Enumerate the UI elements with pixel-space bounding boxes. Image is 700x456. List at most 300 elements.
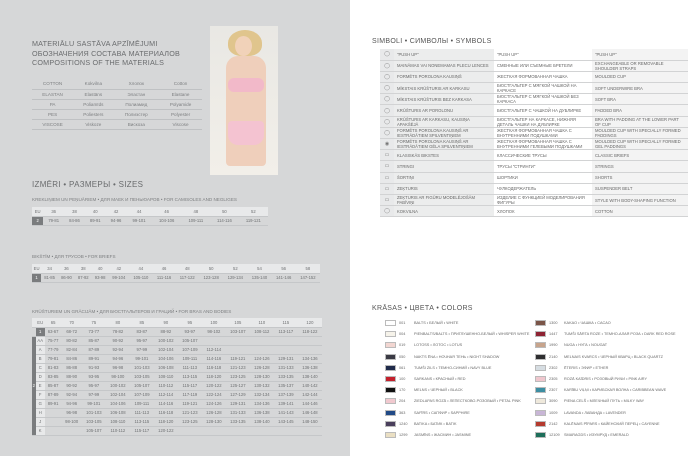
color-code: 2140 [549,354,558,359]
bra-cup-cell: 81-83 [45,363,62,372]
size-cell: 79-81 [43,216,64,225]
bra-cup-cell: 123-125 [226,372,250,381]
color-label: TUMŠI SĀRTA ROZE • ТЕМНО-АЛАЯ РОЗА • DARK RED ROSE [564,332,676,337]
bra-cup-cell: K [36,426,45,435]
materials-cell: Poliesters [73,109,113,119]
color-item [535,430,629,440]
symbol-label-en: SHORTS [592,172,688,183]
size-header-cell: 38 [75,264,92,273]
symbol-icon: ◯ [380,206,394,217]
color-code: 1990 [549,343,558,348]
bra-cup-cell: 92-94 [61,390,81,399]
color-label: BALTS • БЕЛЫЙ • WHITE [414,321,459,325]
bra-cup-cell: 115-117 [130,426,154,435]
bra-band-row [32,327,322,336]
bra-cup-cell: 129-131 [226,399,250,408]
color-code: 1447 [549,332,558,337]
materials-cell: Вискоза [114,119,160,129]
size-cell: 105-110 [129,273,153,282]
size-header-cell: 44 [129,264,153,273]
bra-cup-cell: 124-126 [250,354,274,363]
bra-cup-cell: 91-93 [82,363,106,372]
symbol-label-ru: КЛАССИЧЕСКИЕ ТРУСЫ [494,150,592,161]
bra-cup-cell: 85-87 [82,336,106,345]
symbol-label-ru: СМЕННЫЕ ИЛИ СЪЕМНЫЕ БРЕТЕЛИ [494,60,592,71]
bra-band-cell: 113-117 [274,327,298,336]
bra-header-cell: 115 [274,318,298,327]
bra-cup-cell: 134-136 [298,354,322,363]
symbol-label-lv: ŠORTIŅI [394,172,494,183]
bra-cup-cell: G [36,399,45,408]
symbol-row [380,172,688,183]
bra-cup-cell: 110-112 [106,426,130,435]
color-code: 363 [399,410,406,415]
size-cell: 99-104 [109,273,130,282]
bra-cup-cell: 131-133 [226,408,250,417]
bra-cup-cell: 75-77 [45,336,62,345]
bra-cup-cell: 130-132 [250,381,274,390]
bra-cup-cell: E [36,381,45,390]
size-header-row [32,207,268,216]
bra-cup-cell: 86-88 [61,363,81,372]
bra-cup-cell: 129-131 [274,354,298,363]
symbol-label-ru: "PUSH UP" [494,49,592,60]
symbol-label-lv: KRŪŠTURIS AR POROLONU [394,105,494,116]
symbol-row [380,83,688,94]
symbol-label-en: STRINGS [592,161,688,172]
bra-cup-cell [226,336,250,345]
bra-cup-cell: 111-113 [178,363,202,372]
size-cell: 147-152 [296,273,320,282]
color-code: 1009 [549,410,558,415]
color-label: LAVANDA • ЛАВАНДА • LAVENDER [564,410,626,415]
size-cell: 119-121 [239,216,268,225]
bra-cup-cell: 119-121 [226,354,250,363]
materials-row [32,119,202,129]
color-item [535,318,611,328]
color-item [385,363,491,373]
color-label: LOTOSS • ЛОТОС • LOTUS [414,343,463,348]
color-item [385,374,466,384]
bra-cup-cell: A [36,345,45,354]
color-code: 2307 [549,388,558,393]
color-label: JASMĪNS • ЖАСМИН • JASMINE [414,433,472,437]
bra-cup-cell: 82-84 [61,345,81,354]
size-header-cell: 34 [41,264,58,273]
color-item [535,385,666,395]
bra-cup-cell [61,426,81,435]
materials-cell: Polyester [159,109,202,119]
materials-cell: Эластан [114,89,160,99]
bra-cup-cell: 104-106 [106,399,130,408]
color-item [385,340,462,350]
materials-title-en: COMPOSITIONS OF THE MATERIALS [32,58,165,68]
materials-cell: Viskoze [73,119,113,129]
bra-cup-cell [45,408,62,417]
materials-cell: Kokvilna [73,79,113,89]
symbol-label-lv: FORMĒTS POROLONA KAUSIŅŠ AR IESTRĀDĀTIEM SPILVENTIŅIEM [394,127,494,138]
materials-title-ru: ОБОЗНАЧЕНИЯ СОСТАВА МАТЕРИАЛОВ [32,48,180,58]
bra-cup-cell: 83-85 [45,372,62,381]
color-label: SAFĪRS • САПФИР • SAPPHIRE [414,410,470,415]
bra-cup-cell: 133-135 [226,417,250,426]
color-swatch [385,376,396,382]
negliges-size-table [32,207,268,226]
bra-cup-cell: 115-117 [178,381,202,390]
bra-cup-cell: 87-89 [45,390,62,399]
size-header-cell: EU [32,264,41,273]
color-code: 050 [399,354,406,359]
bra-band-cell: 98-102 [202,327,226,336]
negliges-subtitle: KREKLIŅIEM UN PEŅUĀRIEM • ДЛЯ МАЕК И ПЕНЬЮАРОВ • FOR CAMISOLES AND NEGLIGES [32,197,237,202]
size-header-cell: 40 [85,207,106,216]
sizes-title: IZMĒRI • РАЗМЕРЫ • SIZES [32,180,144,189]
symbol-label-ru: ТРУСЫ "СТРИНГИ" [494,161,592,172]
size-cell: 94-96 [106,216,127,225]
size-header-cell: 56 [272,264,296,273]
bra-cup-cell: 101-103 [82,408,106,417]
symbol-icon: ◯ [380,94,394,105]
materials-cell: PES [32,109,73,119]
symbol-icon: ▭ [380,172,394,183]
bra-cup-cell: B [36,354,45,363]
symbol-row [380,49,688,60]
bra-cup-cell: 113-115 [178,372,202,381]
color-code: 061 [399,365,406,370]
materials-table [32,79,202,130]
color-item [535,352,663,362]
bra-cup-cell: 107-109 [130,390,154,399]
symbol-icon: ◯ [380,105,394,116]
symbol-label-ru: ЧУЛКОДЕРЖАТЕЛЬ [494,183,592,194]
bra-cup-cell: 142-144 [298,390,322,399]
bra-cup-cell: 106-108 [106,408,130,417]
size-header-row [32,264,320,273]
color-item [385,408,470,418]
bra-cup-row [32,372,322,381]
bra-header-row [32,318,322,327]
bra-cup-cell: 100-102 [154,336,178,345]
bra-cup-cell: 106-108 [154,363,178,372]
symbol-row [380,71,688,82]
size-cell: 135-140 [247,273,271,282]
color-label: KALĒNAIS PĪPARS • КАЙЕНСКИЙ ПЕРЕЦ • CAYENNE [564,421,660,426]
symbol-label-lv: MĪKSTAIS KRŪŠTURIS AR KARKASU [394,83,494,94]
color-item [535,419,660,429]
size-header-cell: 48 [182,207,211,216]
size-cell: 109-111 [182,216,211,225]
bra-cup-cell: 100-102 [106,381,130,390]
bra-cup-row [32,408,322,417]
symbol-row [380,161,688,172]
symbol-icon: ▭ [380,150,394,161]
symbol-label-ru: ШОРТИКИ [494,172,592,183]
bra-cup-cell: 148-150 [298,417,322,426]
bra-cup-cell [298,426,322,435]
bra-cup-cell: D [36,372,45,381]
colors-title: KRĀSAS • ЦВЕТА • COLORS [372,305,473,312]
symbol-label-lv: ZEĶTURIS AR FIGŪRU MODELĒJOŠĀM PABĪVIŅI [394,194,494,205]
materials-row [32,89,202,99]
bra-header-cell: 65 [45,318,62,327]
symbol-label-lv: MAINĀMAS VAI NONEMAMAS PLECU LENCES [394,60,494,71]
symbols-table [380,49,688,217]
bra-cup-cell: 109-111 [130,399,154,408]
symbol-label-ru: БЮСТГАЛЬТЕР С ЧАШКОЙ НА ДУБЛИРКЕ [494,105,592,116]
symbol-icon: ▭ [380,183,394,194]
bra-band-cell: 118-122 [298,327,322,336]
bra-cup-cell: 143-145 [274,417,298,426]
color-item [535,363,608,373]
bra-cup-cell: 114-116 [202,354,226,363]
bras-subtitle: KRŪŠTURIEM UN GRĀCIJĀM • ДЛЯ БЮСТГАЛЬТЕРОВ И ГРАЦИЙ • FOR BRAS AND BODIES [32,309,232,314]
color-swatch [535,331,546,337]
symbol-label-en: CLASSIC BRIEFS [592,150,688,161]
color-item [535,374,647,384]
symbol-label-en: "PUSH UP" [592,49,688,60]
color-code: 019 [399,343,406,348]
color-code: 100 [399,377,406,381]
bras-size-table [32,318,322,436]
symbol-icon: ◉ [380,139,394,150]
symbol-label-lv: FORMĒTS POROLONA KAUSIŅŠ AR IESTRĀDĀTIEM GĒLA SPILVENTIŅIEM [394,139,494,150]
bra-cup-cell [274,336,298,345]
color-swatch [535,387,546,393]
bra-band-cell: 88-92 [154,327,178,336]
materials-cell: Poliamīds [73,99,113,109]
model-photo [210,26,278,175]
materials-cell: COTTON [32,79,73,89]
bra-cup-cell: 131-133 [274,363,298,372]
bra-cup-cell: 97-99 [82,390,106,399]
bra-cup-cell [250,336,274,345]
symbol-label-lv: ZEĶTURIS [394,183,494,194]
size-row [32,216,268,225]
color-swatch [535,421,546,427]
color-label: ZIEDLAPAS ROZĀ • ЛЕПЕСТКОВО-РОЗОВЫЙ • PETAL PINK [414,399,521,404]
symbol-label-lv: KLASISKĀS BIKSTES [394,150,494,161]
bra-cup-cell [226,345,250,354]
materials-row [32,99,202,109]
bra-cup-cell: 123-125 [178,417,202,426]
color-swatch [385,432,396,438]
bra-cup-cell: 118-120 [154,417,178,426]
bra-cup-cell [298,345,322,354]
bra-cup-cell: 79-81 [45,354,62,363]
color-swatch [385,365,396,371]
size-row [32,273,320,282]
bra-band-cell: 93-97 [178,327,202,336]
symbol-label-en: SUSPENDER BELT [592,183,688,194]
symbols-title: SIMBOLI • СИМВОЛЫ • SYMBOLS [372,38,492,45]
size-header-cell: 38 [64,207,85,216]
symbol-label-ru: БЮСТГАЛЬТЕР С МЯГКОЙ ЧАШКОЙ БЕЗ КАРКАСА [494,94,592,105]
color-code: 2302 [549,365,558,370]
symbol-label-lv: FORMĒTS POROLONA KAUSIŅŠ [394,71,494,82]
materials-cell: Viscose [159,119,202,129]
bra-cup-cell: 94-96 [61,399,81,408]
color-item [535,329,676,339]
color-swatch [535,365,546,371]
symbol-label-ru: ЖЕСТКАЯ ФОРМОВАННАЯ ЧАШКА С ВНУТРЕННИМИ ПОДУШКАМИ [494,127,592,138]
bra-cup-cell: 113-115 [130,417,154,426]
size-header-cell: 58 [296,264,320,273]
materials-cell: Elastāns [73,89,113,99]
materials-cell: VISCOSE [32,119,73,129]
bra-cup-cell: 117-119 [178,390,202,399]
color-code: 204 [399,399,406,404]
color-label: PIENA CELŠ • МЛЕЧНЫЙ ПУТЬ • MILKY WAY [564,399,645,404]
symbol-label-en: MOULDED CUP WITH SPECIALLY FORMED PADDINGS [592,127,688,138]
symbol-label-lv: STRINGI [394,161,494,172]
bra-cup-cell: 120-122 [154,426,178,435]
bra-cup-cell: 119-121 [178,399,202,408]
bra-cup-cell: 133-135 [274,372,298,381]
bra-cup-cell: 95-97 [82,381,106,390]
bra-header-cell: 80 [106,318,130,327]
bra-band-cell: 1 [36,327,45,336]
bra-cup-cell: 132-134 [250,390,274,399]
bra-cup-cell: 89-91 [82,354,106,363]
color-code: 3090 [549,399,558,404]
bra-cup-cell: 120-122 [202,381,226,390]
size-cell: 117-122 [175,273,199,282]
bra-cup-cell: 96-98 [61,408,81,417]
color-label: ĒTERIS • ЭФИР • ETHER [564,365,609,370]
bra-cup-cell: 99-101 [130,354,154,363]
bra-cup-cell: J [36,417,45,426]
color-code: 004 [399,332,406,337]
symbol-row [380,105,688,116]
color-item [385,396,521,406]
color-label: MELNS • ЧЕРНЫЙ • BLACK [414,388,463,393]
bra-cup-cell: 135-137 [274,381,298,390]
symbol-label-ru: ХЛОПОК [494,206,592,217]
bra-cup-cell: 92-94 [106,345,130,354]
symbol-label-en: STYLE WITH BODY-SHAPING FUNCTION [592,194,688,205]
size-header-cell: 40 [92,264,109,273]
bra-cup-cell: 116-118 [202,363,226,372]
bra-cup-cell: 108-110 [154,372,178,381]
color-code: 1240 [399,421,408,426]
bra-cup-row [32,399,322,408]
bra-cup-row [32,336,322,345]
bra-cup-cell [250,426,274,435]
materials-cell: Хлопок [114,79,160,89]
bra-cup-cell: 126-128 [250,363,274,372]
materials-cell: ELASTAN [32,89,73,99]
symbol-icon: ◯ [380,49,394,60]
bra-cup-cell [202,336,226,345]
color-swatch [385,320,396,326]
bra-cup-cell: 140-142 [298,381,322,390]
bra-header-cell: 120 [298,318,322,327]
symbol-label-ru: ЖЕСТКАЯ ФОРМОВАННАЯ ЧАШКА [494,71,592,82]
bra-cup-cell: C [36,363,45,372]
size-header-cell: 44 [126,207,151,216]
bra-cup-cell: 139-141 [274,399,298,408]
bra-cup-cell: 85-87 [45,381,62,390]
bra-cup-cell: 121-123 [226,363,250,372]
bra-cup-cell: 102-104 [106,390,130,399]
bra-cup-cell: 90-92 [106,336,130,345]
symbol-icon: ◯ [380,60,394,71]
materials-title [32,39,180,68]
bra-cup-cell: 105-107 [130,381,154,390]
materials-cell: Полиамид [114,99,160,109]
bra-cup-cell: 94-96 [106,354,130,363]
size-cell: 89-91 [85,216,106,225]
bra-cup-cell: H [36,408,45,417]
bra-cup-cell: 98-100 [106,372,130,381]
bra-cup-cell: 90-92 [61,381,81,390]
bra-cup-cell: F [36,390,45,399]
symbol-label-ru: БЮСТГАЛЬТЕР НА КАРКАСЕ, НИЖНЯЯ ДЕТАЛЬ ЧАШКИ НА ДУБЛИРКЕ [494,116,592,127]
bra-cup-cell: 105-107 [82,426,106,435]
bra-cup-cell: 103-105 [130,372,154,381]
color-code: 001 [399,321,406,325]
symbol-label-ru: БЮСТГАЛЬТЕР С МЯГКОЙ ЧАШКОЙ НА КАРКАСЕ [494,83,592,94]
bra-cup-cell: 103-105 [82,417,106,426]
bra-cup-cell [274,345,298,354]
color-swatch [535,342,546,348]
color-label: TUMŠI ZILS • ТЕМНО-СИНИЙ • NAVY BLUE [414,365,492,370]
bra-cup-cell: 124-126 [202,399,226,408]
bra-cup-cell: 141-143 [274,408,298,417]
color-item [535,396,644,406]
symbol-row [380,183,688,194]
symbol-row [380,127,688,138]
bra-cup-cell: 111-113 [130,408,154,417]
bra-cup-row [32,417,322,426]
color-label: KAKAO • ЧАШКА • CACAO [564,321,611,325]
size-header-cell: 42 [106,207,127,216]
color-swatch [385,342,396,348]
size-header-cell: 48 [175,264,199,273]
bra-cup-cell: 95-97 [130,336,154,345]
color-label: BATIKA • БАТИК • BATIK [414,421,457,426]
size-cell: 114-116 [210,216,239,225]
bra-cup-cell: 138-140 [250,417,274,426]
bra-cup-cell: 134-136 [250,399,274,408]
bra-cup-cell: 146-148 [298,408,322,417]
color-label: KARĪBU VIĻŅI • КАРИБСКАЯ ВОЛНА • CARIBBEAN WAVE [564,388,667,393]
bra-cup-cell: 108-110 [106,417,130,426]
symbol-label-lv: KOKVILNA [394,206,494,217]
bra-cup-cell: 80-82 [61,336,81,345]
bra-cup-cell: 112-114 [202,345,226,354]
size-header-cell: 54 [247,264,271,273]
color-swatch [385,398,396,404]
color-code: 170 [399,388,406,393]
symbol-label-en: EXCHANGEABLE OR REMOVABLE SHOULDER STRAPS [592,60,688,71]
bra-cup-cell: 84-86 [61,354,81,363]
bra-cup-row [32,363,322,372]
bra-cup-cell: 127-129 [226,390,250,399]
color-item [385,329,529,339]
size-cell: 81-85 [41,273,58,282]
size-header-cell: 36 [43,207,64,216]
bra-cup-cell [202,426,226,435]
materials-cell: Polyamide [159,99,202,109]
color-label: ROZĀ KAĪDRIS • РОЗОВЫЙ РИЧИ • PINK AIRY [564,377,647,381]
symbol-icon: ◯ [380,116,394,127]
bra-cup-row [32,390,322,399]
color-swatch [385,354,396,360]
symbol-label-en: PADDED BRA [592,105,688,116]
size-header-cell: 46 [153,264,176,273]
symbol-row [380,150,688,161]
